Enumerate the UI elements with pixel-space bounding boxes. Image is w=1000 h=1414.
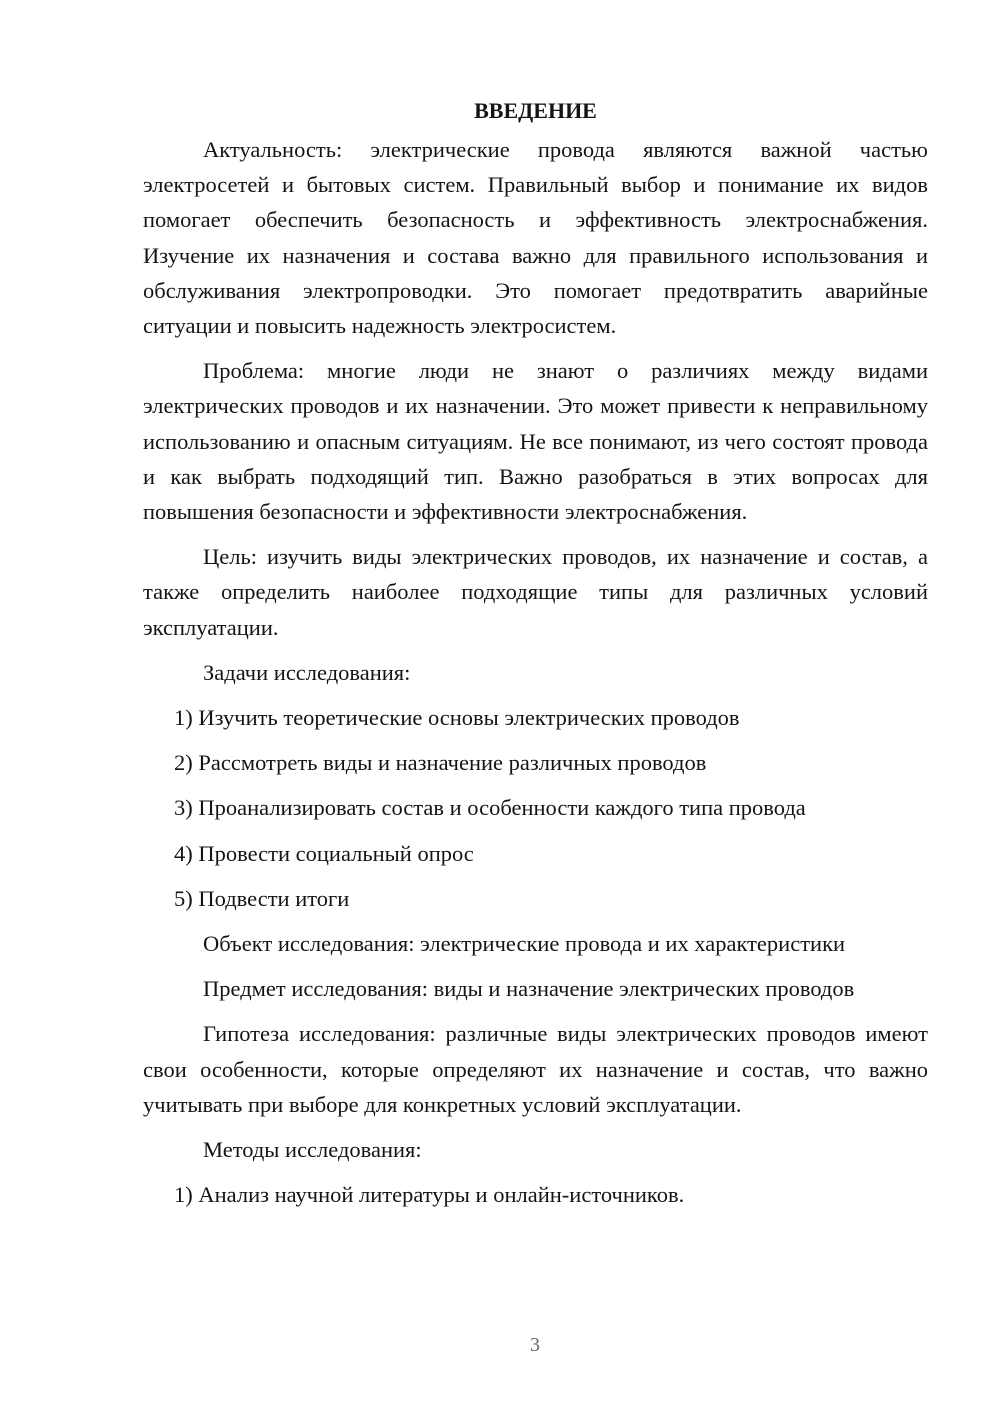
page-number: 3	[530, 1334, 540, 1356]
goal-paragraph: Цель: изучить виды электрических проводов, их назначение и состав, а также определить наиболее подходящие типы для различных условий эксплуатации.	[143, 544, 928, 640]
tasks-heading: Задачи исследования:	[203, 659, 411, 685]
hypothesis-paragraph: Гипотеза исследования: различные виды электрических проводов имеют свои особенности, которые определяют их назначение и состав, что важно учитывать при выборе для конкретных условий эксплуатации.	[143, 1021, 928, 1117]
task-item-3: 3) Проанализировать состав и особенности каждого типа провода	[174, 795, 806, 821]
method-item-1: 1) Анализ научной литературы и онлайн-источников.	[174, 1182, 685, 1208]
methods-heading: Методы исследования:	[203, 1137, 422, 1163]
problem-paragraph: Проблема: многие люди не знают о различиях между видами электрических проводов и их назначении. Это может привести к неправильному использованию и опасным ситуациям. Не все понимают, из чего состоят провода и как выбрать подходящий тип. Важно разобраться в этих вопросах для повышения безопасности и эффективности электроснабжения.	[143, 358, 928, 525]
relevance-paragraph: Актуальность: электрические провода являются важной частью электросетей и бытовых систем. Правильный выбор и понимание их видов помогает обеспечить безопасность и эффективность электроснабжения. Изучение их назначения и состава важно для правильного использования и обслуживания электропроводки. Это помогает предотвратить аварийные ситуации и повысить надежность электросистем.	[143, 137, 928, 339]
task-item-5: 5) Подвести итоги	[174, 885, 350, 911]
section-title: ВВЕДЕНИЕ	[474, 98, 597, 123]
task-item-2: 2) Рассмотреть виды и назначение различных проводов	[174, 750, 707, 776]
page-content	[143, 93, 928, 1222]
task-item-1: 1) Изучить теоретические основы электрических проводов	[174, 705, 740, 731]
object-line: Объект исследования: электрические провода и их характеристики	[203, 931, 846, 957]
task-item-4: 4) Провести социальный опрос	[174, 840, 474, 866]
subject-line: Предмет исследования: виды и назначение электрических проводов	[203, 976, 855, 1002]
